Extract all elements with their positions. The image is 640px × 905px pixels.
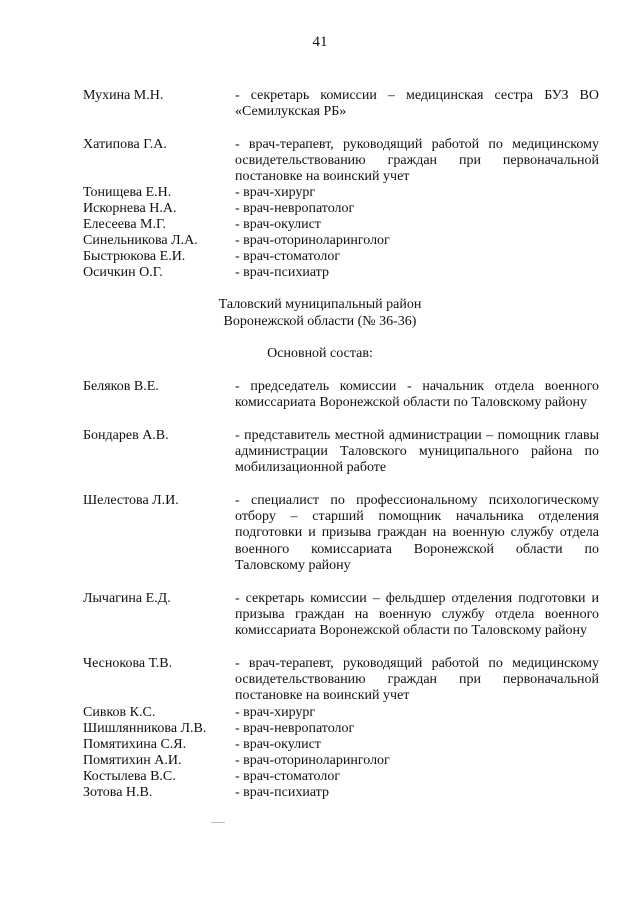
member-name: Быстрюкова Е.И. <box>83 249 186 264</box>
member-role: - врач-терапевт, руководящий работой по медицинскому освидетельствованию граждан при первоначальной постановке на воинский учет <box>235 137 599 185</box>
member-role: - врач-хирург <box>235 185 316 200</box>
member-name: Беляков В.Е. <box>83 379 159 394</box>
member-role: - врач-окулист <box>235 737 321 752</box>
member-name: Тонищева Е.Н. <box>83 185 172 200</box>
member-role: - врач-психиатр <box>235 265 329 280</box>
member-role: - специалист по профессиональному психологическому отбору – старший помощник начальника отделения подготовки и призыва граждан на военную службу отдела военного комиссариата Воронежской области по Таловскому району <box>235 493 599 573</box>
member-role: - врач-оториноларинголог <box>235 233 390 248</box>
member-name: Хатипова Г.А. <box>83 137 167 152</box>
composition-heading: Основной состав: <box>267 346 373 361</box>
member-name: Шишлянникова Л.В. <box>83 721 207 736</box>
member-name: Осичкин О.Г. <box>83 265 163 280</box>
member-role: - секретарь комиссии – медицинская сестра БУЗ ВО «Семилукская РБ» <box>235 88 599 120</box>
member-role: - врач-хирург <box>235 705 316 720</box>
member-name: Мухина М.Н. <box>83 88 164 103</box>
member-role: - врач-оториноларинголог <box>235 753 390 768</box>
member-name: Искорнева Н.А. <box>83 201 177 216</box>
member-name: Лычагина Е.Д. <box>83 591 171 606</box>
district-subtitle: Воронежской области (№ 36-36) <box>223 314 417 329</box>
member-name: Сивков К.С. <box>83 705 156 720</box>
member-role: - председатель комиссии - начальник отдела военного комиссариата Воронежской области по Таловскому району <box>235 379 599 411</box>
member-name: Помятихин А.И. <box>83 753 182 768</box>
member-name: Елесеева М.Г. <box>83 217 167 232</box>
member-name: Чеснокова Т.В. <box>83 656 173 671</box>
member-role: - врач-невропатолог <box>235 721 355 736</box>
member-name: Шелестова Л.И. <box>83 493 179 508</box>
member-role: - врач-стоматолог <box>235 249 341 264</box>
member-role: - врач-окулист <box>235 217 321 232</box>
page-number: 41 <box>312 34 328 50</box>
member-name: Бондарев А.В. <box>83 428 169 443</box>
district-title: Таловский муниципальный район <box>218 297 422 312</box>
member-role: - врач-стоматолог <box>235 769 341 784</box>
member-role: - врач-невропатолог <box>235 201 355 216</box>
member-name: Синельникова Л.А. <box>83 233 198 248</box>
scan-mark <box>211 822 225 823</box>
member-name: Помятихина С.Я. <box>83 737 187 752</box>
member-role: - врач-психиатр <box>235 785 329 800</box>
member-role: - секретарь комиссии – фельдшер отделения подготовки и призыва граждан на военную службу отдела военного комиссариата Воронежской области по Таловскому району <box>235 591 599 639</box>
member-role: - представитель местной администрации – помощник главы администрации Таловского муниципального района по мобилизационной работе <box>235 428 599 476</box>
member-name: Зотова Н.В. <box>83 785 153 800</box>
member-role: - врач-терапевт, руководящий работой по медицинскому освидетельствованию граждан при первоначальной постановке на воинский учет <box>235 656 599 704</box>
member-name: Костылева В.С. <box>83 769 176 784</box>
